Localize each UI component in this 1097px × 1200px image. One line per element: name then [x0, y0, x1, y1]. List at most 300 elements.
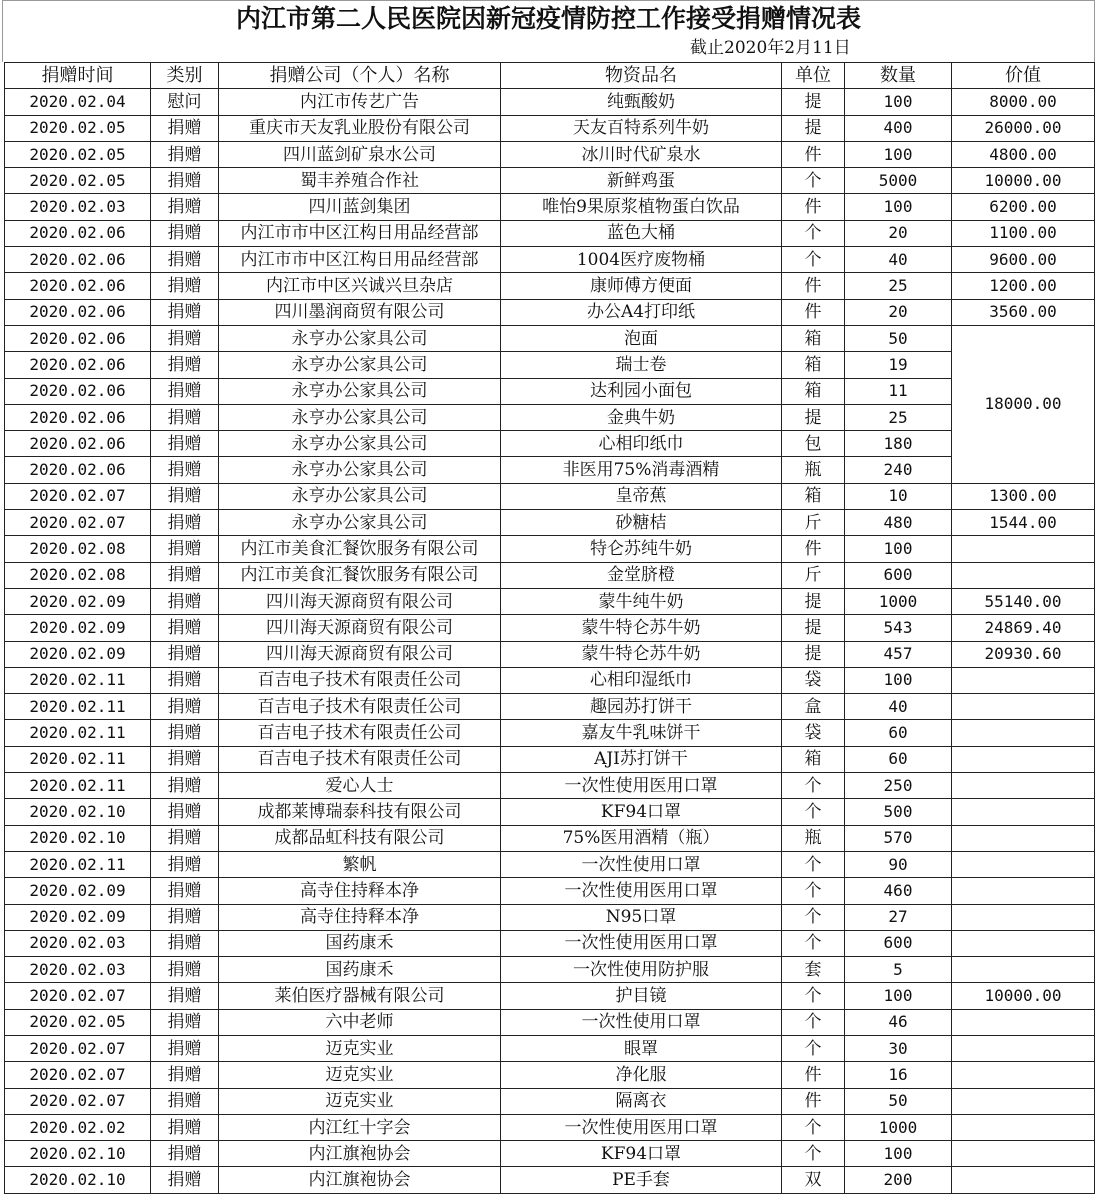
page-title: 内江市第二人民医院因新冠疫情防控工作接受捐赠情况表 [235, 4, 861, 33]
category-cell: 捐赠 [151, 588, 219, 614]
table-row [5, 641, 1095, 667]
value-cell: 24869.40 [952, 615, 1095, 641]
unit-cell: 个 [782, 247, 845, 273]
table-row [5, 1035, 1095, 1061]
donor-cell: 永亨办公家具公司 [219, 378, 501, 404]
date-cell: 2020.02.09 [5, 641, 151, 667]
table-row [5, 168, 1095, 194]
value-cell [952, 536, 1095, 562]
unit-cell: 提 [782, 404, 845, 430]
donor-cell: 永亨办公家具公司 [219, 431, 501, 457]
category-cell: 捐赠 [151, 1035, 219, 1061]
header-value: 价值 [952, 63, 1095, 89]
item-cell: PE手套 [501, 1167, 782, 1193]
date-cell: 2020.02.06 [5, 273, 151, 299]
value-cell [952, 799, 1095, 825]
item-cell: KF94口罩 [501, 1141, 782, 1167]
quantity-cell: 100 [845, 1141, 952, 1167]
date-cell: 2020.02.07 [5, 1088, 151, 1114]
unit-cell: 瓶 [782, 825, 845, 851]
value-cell [952, 720, 1095, 746]
item-cell: 净化服 [501, 1062, 782, 1088]
quantity-cell: 10 [845, 483, 952, 509]
category-cell: 捐赠 [151, 510, 219, 536]
item-cell: 1004医疗废物桶 [501, 247, 782, 273]
value-cell [952, 878, 1095, 904]
header-category: 类别 [151, 63, 219, 89]
table-row [5, 1062, 1095, 1088]
category-cell: 捐赠 [151, 1114, 219, 1140]
date-cell: 2020.02.11 [5, 851, 151, 877]
item-cell: 一次性使用医用口罩 [501, 930, 782, 956]
unit-cell: 件 [782, 1062, 845, 1088]
table-row [5, 983, 1095, 1009]
category-cell: 捐赠 [151, 641, 219, 667]
unit-cell: 箱 [782, 483, 845, 509]
table-row [5, 378, 1095, 404]
header-donor: 捐赠公司（个人）名称 [219, 63, 501, 89]
donor-cell: 爱心人士 [219, 773, 501, 799]
quantity-cell: 180 [845, 431, 952, 457]
item-cell: 眼罩 [501, 1035, 782, 1061]
value-cell: 4800.00 [952, 141, 1095, 167]
date-cell: 2020.02.11 [5, 694, 151, 720]
category-cell: 捐赠 [151, 194, 219, 220]
unit-cell: 件 [782, 299, 845, 325]
unit-cell: 盒 [782, 694, 845, 720]
value-cell: 1200.00 [952, 273, 1095, 299]
item-cell: 办公A4打印纸 [501, 299, 782, 325]
donor-cell: 四川海天源商贸有限公司 [219, 641, 501, 667]
item-cell: 一次性使用防护服 [501, 957, 782, 983]
item-cell: AJI苏打饼干 [501, 746, 782, 772]
date-cell: 2020.02.05 [5, 115, 151, 141]
date-cell: 2020.02.06 [5, 404, 151, 430]
table-row [5, 1167, 1095, 1193]
date-cell: 2020.02.11 [5, 720, 151, 746]
quantity-cell: 60 [845, 746, 952, 772]
quantity-cell: 11 [845, 378, 952, 404]
unit-cell: 个 [782, 799, 845, 825]
value-cell [952, 825, 1095, 851]
donor-cell: 高寺住持释本净 [219, 904, 501, 930]
quantity-cell: 100 [845, 194, 952, 220]
value-cell [952, 1062, 1095, 1088]
quantity-cell: 240 [845, 457, 952, 483]
value-cell [952, 957, 1095, 983]
item-cell: 皇帝蕉 [501, 483, 782, 509]
table-row [5, 247, 1095, 273]
table-row [5, 194, 1095, 220]
table-row [5, 510, 1095, 536]
donor-cell: 内江市传艺广告 [219, 89, 501, 115]
item-cell: 唯怡9果原浆植物蛋白饮品 [501, 194, 782, 220]
category-cell: 捐赠 [151, 957, 219, 983]
category-cell: 捐赠 [151, 799, 219, 825]
table-row [5, 325, 1095, 351]
value-cell [952, 773, 1095, 799]
unit-cell: 个 [782, 1141, 845, 1167]
unit-cell: 箱 [782, 325, 845, 351]
category-cell: 捐赠 [151, 536, 219, 562]
category-cell: 慰问 [151, 89, 219, 115]
item-cell: 一次性使用医用口罩 [501, 878, 782, 904]
donor-cell: 永亨办公家具公司 [219, 352, 501, 378]
item-cell: 蒙牛纯牛奶 [501, 588, 782, 614]
quantity-cell: 16 [845, 1062, 952, 1088]
category-cell: 捐赠 [151, 1167, 219, 1193]
table-row [5, 1114, 1095, 1140]
date-cell: 2020.02.07 [5, 983, 151, 1009]
item-cell: 嘉友牛乳味饼干 [501, 720, 782, 746]
value-cell: 1100.00 [952, 220, 1095, 246]
value-cell: 9600.00 [952, 247, 1095, 273]
value-cell: 55140.00 [952, 588, 1095, 614]
value-cell [952, 930, 1095, 956]
header-date: 捐赠时间 [5, 63, 151, 89]
category-cell: 捐赠 [151, 352, 219, 378]
unit-cell: 件 [782, 141, 845, 167]
value-cell [952, 694, 1095, 720]
quantity-cell: 100 [845, 667, 952, 693]
value-cell: 6200.00 [952, 194, 1095, 220]
date-cell: 2020.02.03 [5, 957, 151, 983]
category-cell: 捐赠 [151, 115, 219, 141]
table-row [5, 667, 1095, 693]
donor-cell: 迈克实业 [219, 1035, 501, 1061]
donor-cell: 国药康禾 [219, 957, 501, 983]
category-cell: 捐赠 [151, 1009, 219, 1035]
unit-cell: 箱 [782, 746, 845, 772]
quantity-cell: 5000 [845, 168, 952, 194]
donor-cell: 内江市市中区江构日用品经营部 [219, 247, 501, 273]
table-row [5, 431, 1095, 457]
quantity-cell: 25 [845, 404, 952, 430]
item-cell: 金典牛奶 [501, 404, 782, 430]
category-cell: 捐赠 [151, 720, 219, 746]
category-cell: 捐赠 [151, 1062, 219, 1088]
table-row [5, 615, 1095, 641]
item-cell: 一次性使用医用口罩 [501, 1114, 782, 1140]
value-cell: 10000.00 [952, 983, 1095, 1009]
donor-cell: 内江红十字会 [219, 1114, 501, 1140]
header-quantity: 数量 [845, 63, 952, 89]
unit-cell: 个 [782, 773, 845, 799]
date-cell: 2020.02.09 [5, 588, 151, 614]
table-row [5, 957, 1095, 983]
donor-cell: 内江市中区兴诚兴旦杂店 [219, 273, 501, 299]
unit-cell: 提 [782, 615, 845, 641]
table-row [5, 1088, 1095, 1114]
date-cell: 2020.02.07 [5, 510, 151, 536]
table-body [5, 89, 1095, 1193]
value-cell: 8000.00 [952, 89, 1095, 115]
unit-cell: 箱 [782, 352, 845, 378]
table-row [5, 352, 1095, 378]
category-cell: 捐赠 [151, 220, 219, 246]
quantity-cell: 100 [845, 141, 952, 167]
quantity-cell: 100 [845, 89, 952, 115]
unit-cell: 个 [782, 851, 845, 877]
date-cell: 2020.02.08 [5, 536, 151, 562]
table-row [5, 1009, 1095, 1035]
value-cell [952, 851, 1095, 877]
quantity-cell: 100 [845, 983, 952, 1009]
item-cell: 隔离衣 [501, 1088, 782, 1114]
value-cell [952, 562, 1095, 588]
category-cell: 捐赠 [151, 457, 219, 483]
category-cell: 捐赠 [151, 667, 219, 693]
donor-cell: 繁帆 [219, 851, 501, 877]
item-cell: N95口罩 [501, 904, 782, 930]
table-row [5, 799, 1095, 825]
item-cell: KF94口罩 [501, 799, 782, 825]
item-cell: 砂糖桔 [501, 510, 782, 536]
category-cell: 捐赠 [151, 1088, 219, 1114]
category-cell: 捐赠 [151, 378, 219, 404]
item-cell: 康师傅方便面 [501, 273, 782, 299]
quantity-cell: 30 [845, 1035, 952, 1061]
date-cell: 2020.02.06 [5, 220, 151, 246]
unit-cell: 斤 [782, 562, 845, 588]
unit-cell: 提 [782, 115, 845, 141]
quantity-cell: 500 [845, 799, 952, 825]
table-row [5, 89, 1095, 115]
table-row [5, 483, 1095, 509]
table-row [5, 404, 1095, 430]
quantity-cell: 457 [845, 641, 952, 667]
quantity-cell: 250 [845, 773, 952, 799]
category-cell: 捐赠 [151, 404, 219, 430]
date-cell: 2020.02.04 [5, 89, 151, 115]
value-cell: 1300.00 [952, 483, 1095, 509]
item-cell: 非医用75%消毒酒精 [501, 457, 782, 483]
category-cell: 捐赠 [151, 431, 219, 457]
donor-cell: 四川蓝剑矿泉水公司 [219, 141, 501, 167]
unit-cell: 个 [782, 983, 845, 1009]
table-row [5, 746, 1095, 772]
donor-cell: 高寺住持释本净 [219, 878, 501, 904]
quantity-cell: 1000 [845, 588, 952, 614]
quantity-cell: 90 [845, 851, 952, 877]
date-cell: 2020.02.06 [5, 352, 151, 378]
date-cell: 2020.02.10 [5, 1141, 151, 1167]
table-row [5, 299, 1095, 325]
quantity-cell: 200 [845, 1167, 952, 1193]
unit-cell: 包 [782, 431, 845, 457]
value-cell: 3560.00 [952, 299, 1095, 325]
donor-cell: 四川蓝剑集团 [219, 194, 501, 220]
unit-cell: 个 [782, 1114, 845, 1140]
category-cell: 捐赠 [151, 615, 219, 641]
value-cell: 1544.00 [952, 510, 1095, 536]
category-cell: 捐赠 [151, 299, 219, 325]
item-cell: 金堂脐橙 [501, 562, 782, 588]
table-row [5, 1141, 1095, 1167]
item-cell: 一次性使用口罩 [501, 851, 782, 877]
category-cell: 捐赠 [151, 325, 219, 351]
category-cell: 捐赠 [151, 904, 219, 930]
table-row [5, 562, 1095, 588]
category-cell: 捐赠 [151, 983, 219, 1009]
category-cell: 捐赠 [151, 773, 219, 799]
donor-cell: 内江市美食汇餐饮服务有限公司 [219, 536, 501, 562]
value-cell [952, 746, 1095, 772]
item-cell: 泡面 [501, 325, 782, 351]
item-cell: 新鲜鸡蛋 [501, 168, 782, 194]
date-cell: 2020.02.03 [5, 194, 151, 220]
date-cell: 2020.02.05 [5, 168, 151, 194]
date-cell: 2020.02.06 [5, 299, 151, 325]
quantity-cell: 5 [845, 957, 952, 983]
category-cell: 捐赠 [151, 483, 219, 509]
donor-cell: 成都莱博瑞泰科技有限公司 [219, 799, 501, 825]
table-row [5, 115, 1095, 141]
table-row [5, 904, 1095, 930]
donation-table [4, 62, 1095, 1194]
unit-cell: 个 [782, 1009, 845, 1035]
value-cell: 26000.00 [952, 115, 1095, 141]
unit-cell: 箱 [782, 378, 845, 404]
date-cell: 2020.02.06 [5, 457, 151, 483]
quantity-cell: 100 [845, 536, 952, 562]
donor-cell: 百吉电子技术有限责任公司 [219, 720, 501, 746]
table-row [5, 588, 1095, 614]
donor-cell: 迈克实业 [219, 1062, 501, 1088]
unit-cell: 件 [782, 273, 845, 299]
unit-cell: 提 [782, 89, 845, 115]
donor-cell: 百吉电子技术有限责任公司 [219, 746, 501, 772]
donor-cell: 内江旗袍协会 [219, 1141, 501, 1167]
unit-cell: 个 [782, 220, 845, 246]
unit-cell: 斤 [782, 510, 845, 536]
quantity-cell: 400 [845, 115, 952, 141]
donor-cell: 永亨办公家具公司 [219, 325, 501, 351]
donor-cell: 永亨办公家具公司 [219, 404, 501, 430]
item-cell: 达利园小面包 [501, 378, 782, 404]
category-cell: 捐赠 [151, 168, 219, 194]
unit-cell: 个 [782, 1035, 845, 1061]
date-cell: 2020.02.07 [5, 1062, 151, 1088]
category-cell: 捐赠 [151, 878, 219, 904]
value-cell [952, 667, 1095, 693]
item-cell: 冰川时代矿泉水 [501, 141, 782, 167]
item-cell: 75%医用酒精（瓶） [501, 825, 782, 851]
table-row [5, 851, 1095, 877]
quantity-cell: 570 [845, 825, 952, 851]
table-row [5, 720, 1095, 746]
donor-cell: 四川海天源商贸有限公司 [219, 615, 501, 641]
value-cell: 10000.00 [952, 168, 1095, 194]
quantity-cell: 60 [845, 720, 952, 746]
category-cell: 捐赠 [151, 1141, 219, 1167]
item-cell: 护目镜 [501, 983, 782, 1009]
value-cell [952, 904, 1095, 930]
unit-cell: 套 [782, 957, 845, 983]
date-cell: 2020.02.03 [5, 930, 151, 956]
value-cell: 20930.60 [952, 641, 1095, 667]
date-cell: 2020.02.07 [5, 483, 151, 509]
quantity-cell: 1000 [845, 1114, 952, 1140]
value-cell [952, 1114, 1095, 1140]
quantity-cell: 480 [845, 510, 952, 536]
quantity-cell: 19 [845, 352, 952, 378]
header-row [5, 63, 1095, 89]
date-cell: 2020.02.06 [5, 247, 151, 273]
table-row [5, 825, 1095, 851]
unit-cell: 个 [782, 168, 845, 194]
quantity-cell: 600 [845, 562, 952, 588]
date-cell: 2020.02.10 [5, 799, 151, 825]
date-cell: 2020.02.09 [5, 615, 151, 641]
item-cell: 一次性使用口罩 [501, 1009, 782, 1035]
category-cell: 捐赠 [151, 825, 219, 851]
donor-cell: 百吉电子技术有限责任公司 [219, 694, 501, 720]
donor-cell: 莱伯医疗器械有限公司 [219, 983, 501, 1009]
date-cell: 2020.02.07 [5, 1035, 151, 1061]
value-cell [952, 1088, 1095, 1114]
date-cell: 2020.02.02 [5, 1114, 151, 1140]
date-cell: 2020.02.05 [5, 141, 151, 167]
quantity-cell: 40 [845, 247, 952, 273]
category-cell: 捐赠 [151, 694, 219, 720]
frame-top-border [2, 0, 1095, 1]
quantity-cell: 50 [845, 1088, 952, 1114]
date-cell: 2020.02.09 [5, 904, 151, 930]
quantity-cell: 20 [845, 299, 952, 325]
donor-cell: 重庆市天友乳业股份有限公司 [219, 115, 501, 141]
quantity-cell: 50 [845, 325, 952, 351]
quantity-cell: 25 [845, 273, 952, 299]
donor-cell: 永亨办公家具公司 [219, 483, 501, 509]
donor-cell: 内江市市中区江构日用品经营部 [219, 220, 501, 246]
as-of-date: 截止2020年2月11日 [690, 38, 851, 58]
donor-cell: 成都品虹科技有限公司 [219, 825, 501, 851]
item-cell: 一次性使用医用口罩 [501, 773, 782, 799]
item-cell: 蒙牛特仑苏牛奶 [501, 615, 782, 641]
unit-cell: 个 [782, 878, 845, 904]
table-row [5, 536, 1095, 562]
value-cell [952, 1167, 1095, 1193]
quantity-cell: 20 [845, 220, 952, 246]
donor-cell: 蜀丰养殖合作社 [219, 168, 501, 194]
item-cell: 纯甄酸奶 [501, 89, 782, 115]
table-row [5, 273, 1095, 299]
item-cell: 瑞士卷 [501, 352, 782, 378]
unit-cell: 提 [782, 641, 845, 667]
date-cell: 2020.02.06 [5, 431, 151, 457]
item-cell: 天友百特系列牛奶 [501, 115, 782, 141]
unit-cell: 个 [782, 904, 845, 930]
date-cell: 2020.02.06 [5, 325, 151, 351]
unit-cell: 件 [782, 536, 845, 562]
donor-cell: 百吉电子技术有限责任公司 [219, 667, 501, 693]
table-row [5, 773, 1095, 799]
value-cell: 18000.00 [952, 325, 1095, 483]
unit-cell: 袋 [782, 667, 845, 693]
date-cell: 2020.02.05 [5, 1009, 151, 1035]
item-cell: 蒙牛特仑苏牛奶 [501, 641, 782, 667]
item-cell: 特仑苏纯牛奶 [501, 536, 782, 562]
unit-cell: 件 [782, 1088, 845, 1114]
table-row [5, 141, 1095, 167]
category-cell: 捐赠 [151, 746, 219, 772]
donor-cell: 永亨办公家具公司 [219, 510, 501, 536]
value-cell [952, 1035, 1095, 1061]
quantity-cell: 460 [845, 878, 952, 904]
item-cell: 趣园苏打饼干 [501, 694, 782, 720]
unit-cell: 瓶 [782, 457, 845, 483]
